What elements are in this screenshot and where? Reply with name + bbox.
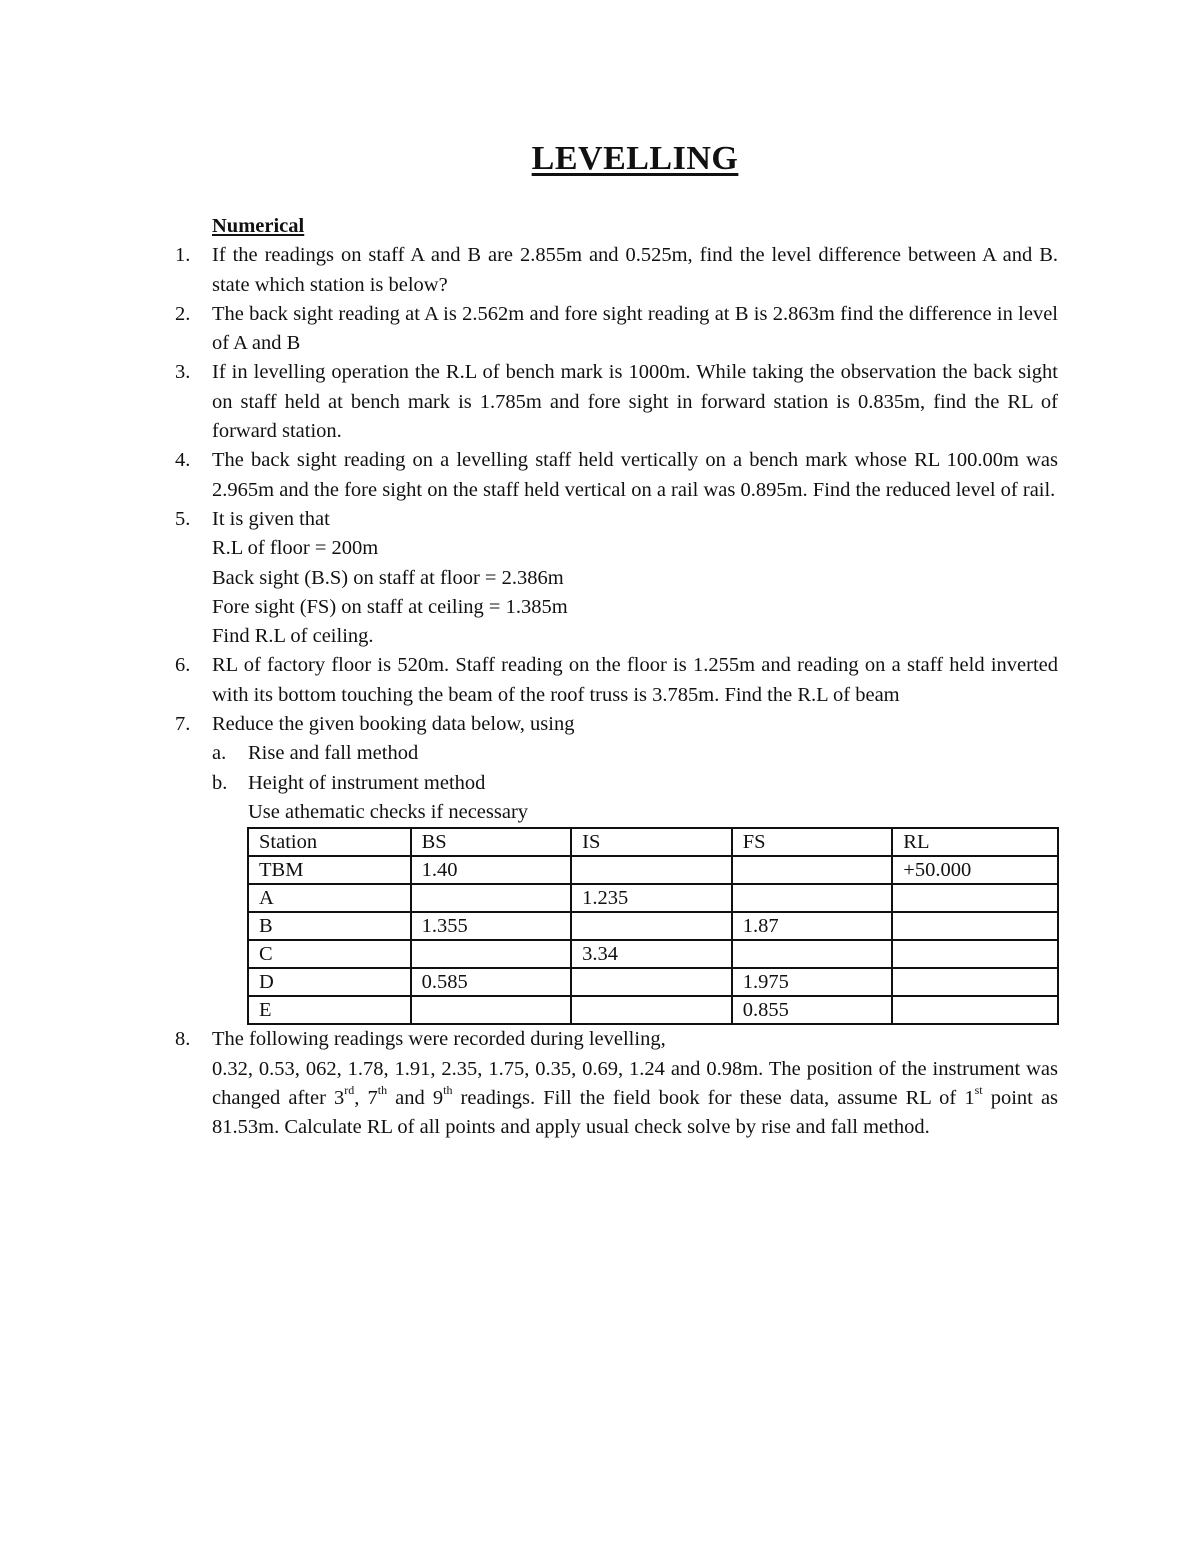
table-cell bbox=[411, 884, 572, 912]
table-cell bbox=[892, 996, 1058, 1024]
column-header: RL bbox=[892, 828, 1058, 856]
column-header: IS bbox=[571, 828, 732, 856]
table-cell: 1.40 bbox=[411, 856, 572, 884]
text-run: , 7 bbox=[354, 1086, 378, 1109]
table-cell bbox=[892, 940, 1058, 968]
question-1 bbox=[175, 241, 1058, 300]
question-number: 6. bbox=[175, 654, 191, 677]
table-cell bbox=[892, 912, 1058, 940]
table-cell: 1.235 bbox=[571, 884, 732, 912]
question-text: Reduce the given booking data below, using bbox=[212, 713, 575, 736]
table-cell: A bbox=[248, 884, 411, 912]
booking-table bbox=[247, 827, 1059, 1025]
question-3 bbox=[175, 358, 1058, 446]
table-cell bbox=[732, 884, 893, 912]
text-run: 0.32, 0.53, 062, 1.78, 1.91, 2.35, 1.75, 0.35, 0.69, 1.24 and 0.98m. The position of the instrument was changed after 3 bbox=[212, 1057, 1058, 1109]
table-cell bbox=[571, 912, 732, 940]
table-cell: TBM bbox=[248, 856, 411, 884]
column-header: Station bbox=[248, 828, 411, 856]
ordinal-suffix: rd bbox=[344, 1083, 355, 1097]
table-cell: 0.855 bbox=[732, 996, 893, 1024]
column-header: FS bbox=[732, 828, 893, 856]
table-cell bbox=[732, 940, 893, 968]
table-cell: D bbox=[248, 968, 411, 996]
document-body bbox=[175, 212, 1059, 1142]
table-cell: +50.000 bbox=[892, 856, 1058, 884]
text-run: readings. Fill the field book for these data, assume RL of 1 bbox=[452, 1086, 975, 1109]
ordinal-suffix: th bbox=[377, 1083, 388, 1097]
ordinal-suffix: st bbox=[974, 1083, 983, 1097]
table-row bbox=[248, 912, 1058, 940]
question-number: 8. bbox=[175, 1028, 191, 1051]
sub-letter: b. bbox=[212, 771, 228, 794]
table-cell bbox=[892, 884, 1058, 912]
table-cell: 0.585 bbox=[411, 968, 572, 996]
sub-item-a bbox=[212, 739, 1058, 768]
question-number: 4. bbox=[175, 449, 191, 472]
table-cell: E bbox=[248, 996, 411, 1024]
text-run: point as 81.53m. Calculate RL of all points and apply usual check solve by rise and fall method. bbox=[212, 1086, 1059, 1139]
table-cell bbox=[411, 940, 572, 968]
readings-paragraph bbox=[212, 1055, 1058, 1143]
question-number: 1. bbox=[175, 244, 191, 267]
column-header: BS bbox=[411, 828, 572, 856]
table-cell bbox=[571, 856, 732, 884]
table-header-row bbox=[248, 828, 1058, 856]
table-row bbox=[248, 968, 1058, 996]
table-cell bbox=[732, 856, 893, 884]
sub-text: Height of instrument method bbox=[248, 771, 486, 794]
table-cell bbox=[571, 996, 732, 1024]
question-text: The back sight reading at A is 2.562m and fore sight reading at B is 2.863m find the difference in level of A and B bbox=[212, 302, 1058, 355]
section-heading: Numerical bbox=[212, 215, 305, 237]
question-text: The following readings were recorded during levelling, bbox=[212, 1028, 666, 1051]
question-text: RL of factory floor is 520m. Staff reading on the floor is 1.255m and reading on a staff held inverted with its bottom touching the beam of the roof truss is 3.785m. Find the R.L of beam bbox=[212, 654, 1058, 706]
table-cell: 3.34 bbox=[571, 940, 732, 968]
question-7 bbox=[175, 710, 1058, 1025]
question-6 bbox=[175, 651, 1058, 710]
given-back-sight: Back sight (B.S) on staff at floor = 2.386m bbox=[212, 566, 564, 589]
question-text: The back sight reading on a levelling staff held vertically on a bench mark whose RL 100.00m was 2.965m and the fore sight on the staff held vertical on a rail was 0.895m. Find the reduced level of rail. bbox=[212, 449, 1058, 501]
table-row bbox=[248, 996, 1058, 1024]
question-number: 3. bbox=[175, 361, 191, 384]
question-number: 5. bbox=[175, 507, 191, 530]
given-floor-rl: R.L of floor = 200m bbox=[212, 537, 379, 560]
question-number: 7. bbox=[175, 713, 191, 736]
question-4 bbox=[175, 446, 1058, 505]
question-8 bbox=[175, 1025, 1059, 1142]
question-ask: Find R.L of ceiling. bbox=[212, 625, 374, 648]
page-title: LEVELLING bbox=[531, 140, 739, 177]
table-cell: C bbox=[248, 940, 411, 968]
table-cell bbox=[892, 968, 1058, 996]
question-text: If in levelling operation the R.L of bench mark is 1000m. While taking the observation the back sight on staff held at bench mark is 1.785m and fore sight in forward station is 0.835m, find the RL of forward station. bbox=[212, 361, 1058, 443]
table-cell: B bbox=[248, 912, 411, 940]
sub-text: Rise and fall method bbox=[248, 742, 419, 765]
table-cell bbox=[411, 996, 572, 1024]
sub-letter: a. bbox=[212, 742, 227, 765]
table-row bbox=[248, 884, 1058, 912]
question-5 bbox=[175, 505, 1058, 651]
question-text: If the readings on staff A and B are 2.855m and 0.525m, find the level difference between A and B. state which station is below? bbox=[212, 244, 1058, 296]
question-number: 2. bbox=[175, 302, 191, 325]
given-fore-sight: Fore sight (FS) on staff at ceiling = 1.385m bbox=[212, 595, 568, 618]
question-2 bbox=[175, 300, 1058, 359]
table-cell: 1.975 bbox=[732, 968, 893, 996]
check-note: Use athematic checks if necessary bbox=[248, 800, 529, 823]
table-row bbox=[248, 856, 1058, 884]
table-cell bbox=[571, 968, 732, 996]
table-cell: 1.87 bbox=[732, 912, 893, 940]
ordinal-suffix: th bbox=[443, 1083, 453, 1097]
text-run: and 9 bbox=[387, 1086, 444, 1109]
table-cell: 1.355 bbox=[411, 912, 572, 940]
table-row bbox=[248, 940, 1058, 968]
sub-item-b bbox=[212, 769, 1058, 798]
question-text: It is given that bbox=[212, 507, 330, 530]
